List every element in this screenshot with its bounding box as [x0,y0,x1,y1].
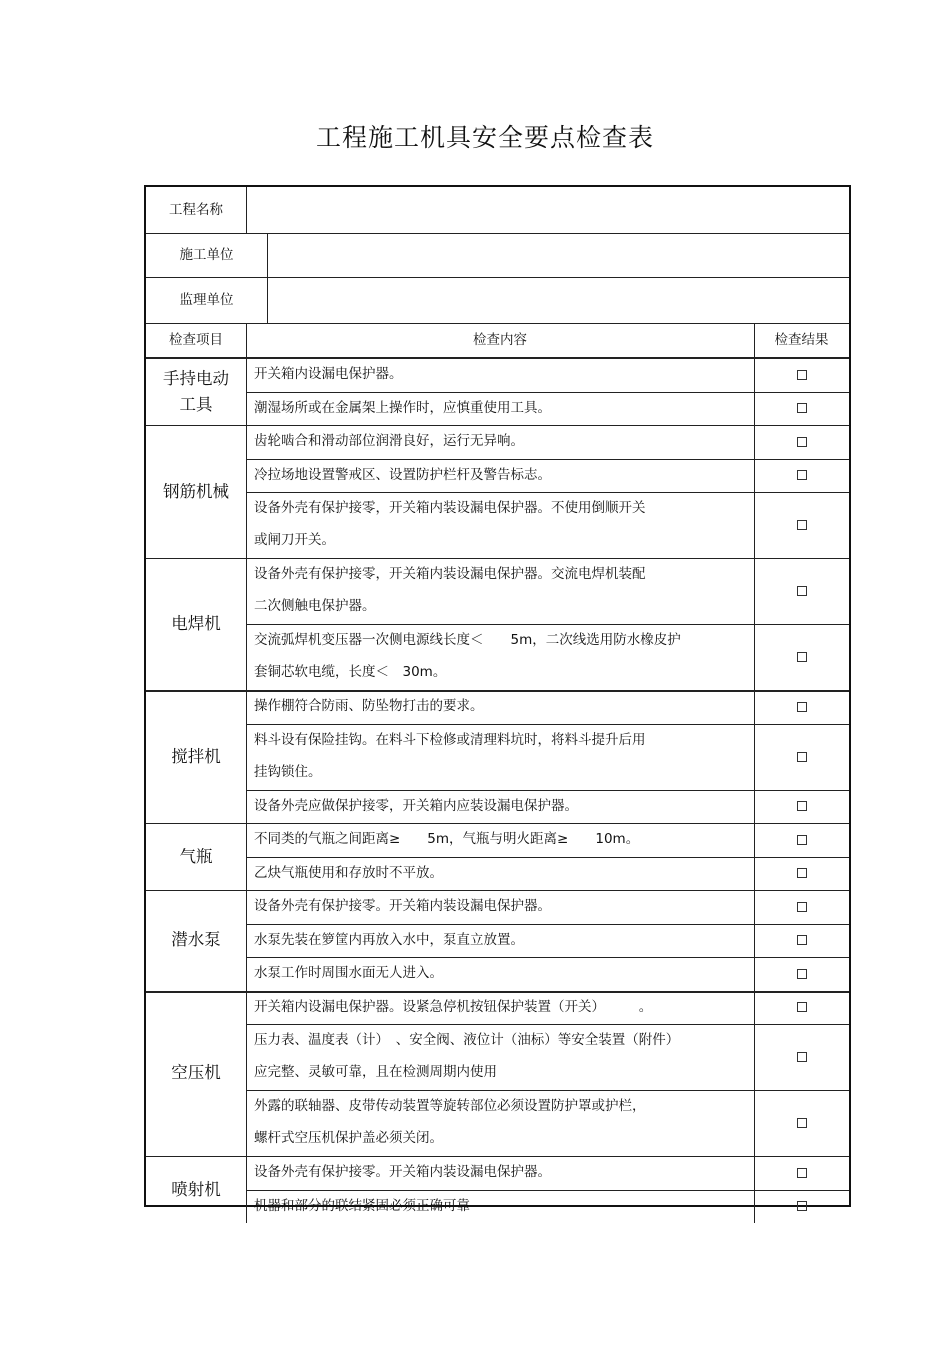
check-result-checkbox[interactable] [754,358,849,392]
column-divider [246,823,247,890]
check-result-checkbox[interactable] [754,991,849,1025]
check-item-line: 设备外壳有保护接零。开关箱内装设漏电保护器。 [254,898,551,914]
check-item-text [246,790,754,824]
check-item-line: 外露的联轴器、皮带传动装置等旋转部位必须设置防护罩或护栏， [254,1098,646,1114]
check-item-text [246,459,754,493]
contractor-label: 施工单位 [179,247,234,263]
project-name-label: 工程名称 [169,202,223,218]
column-divider [267,277,268,323]
check-item-text [246,1190,754,1224]
checkbox-icon[interactable] [797,403,807,413]
check-item-text [246,492,754,558]
supervisor-field[interactable] [267,277,849,323]
check-item-text [246,1156,754,1190]
supervisor-label: 监理单位 [179,292,234,308]
column-divider [754,890,755,991]
check-result-checkbox[interactable] [754,690,849,724]
contractor-field[interactable] [267,233,849,277]
check-result-checkbox[interactable] [754,857,849,891]
check-result-checkbox[interactable] [754,790,849,824]
checkbox-icon[interactable] [797,935,807,945]
column-divider [754,991,755,1157]
check-result-checkbox[interactable] [754,459,849,493]
check-item-line: 螺杆式空压机保护盖必须关闭。 [254,1130,443,1146]
page-title: 工程施工机具安全要点检查表 [315,123,654,152]
category-label: 喷射机 [171,1179,221,1199]
check-result-checkbox[interactable] [754,392,849,426]
check-item-line: 压力表、温度表（计） 、安全阀、液位计（油标）等安全装置（附件） [254,1032,680,1048]
check-item-line: 开关箱内设漏电保护器。设紧急停机按钮保护装置（开关） 。 [254,998,653,1015]
check-item-text [246,957,754,991]
category-label: 钢筋机械 [163,481,229,501]
column-divider [267,233,268,277]
inspection-table [144,185,851,1214]
check-result-checkbox[interactable] [754,425,849,459]
check-item-text [246,724,754,790]
check-item-line: 套铜芯软电缆，长度＜ 30m。 [254,664,447,680]
checkbox-icon[interactable] [797,969,807,979]
check-item-line: 设备外壳应做保护接零，开关箱内应装设漏电保护器。 [254,797,578,814]
project-name-field[interactable] [246,187,849,233]
column-divider [246,991,247,1157]
check-item-line: 二次侧触电保护器。 [254,598,376,614]
category-label: 手持电动工具 [163,368,229,414]
column-divider [246,558,247,690]
checkbox-icon[interactable] [797,868,807,878]
check-result-checkbox[interactable] [754,1190,849,1224]
check-result-checkbox[interactable] [754,823,849,857]
check-item-line: 应完整、灵敏可靠，且在检测周期内使用 [254,1064,497,1080]
check-result-checkbox[interactable] [754,1090,849,1156]
column-divider [246,323,247,357]
check-result-checkbox[interactable] [754,1156,849,1190]
check-item-line: 机器和部分的联结紧固必须正确可靠 [254,1197,470,1214]
check-item-line: 交流弧焊机变压器一次侧电源线长度＜ 5m，二次线选用防水橡皮护 [254,632,681,648]
checkbox-icon[interactable] [797,1118,807,1128]
check-item-text [246,924,754,958]
check-item-text [246,558,754,624]
checkbox-icon[interactable] [797,652,807,662]
check-item-line: 挂钩锁住。 [254,763,322,780]
checkbox-icon[interactable] [797,1052,807,1062]
column-header-item: 检查项目 [169,332,223,348]
check-item-line: 水泵工作时周围水面无人进入。 [254,965,443,981]
check-item-line: 乙炔气瓶使用和存放时不平放。 [254,864,443,881]
column-header-content: 检查内容 [473,332,527,348]
check-item-text [246,358,754,392]
check-item-line: 设备外壳有保护接零。开关箱内装设漏电保护器。 [254,1164,551,1180]
check-item-text [246,823,754,857]
column-divider [246,425,247,558]
checkbox-icon[interactable] [797,801,807,811]
check-item-text [246,1024,754,1090]
checkbox-icon[interactable] [797,370,807,380]
check-item-text [246,392,754,426]
check-item-text [246,857,754,891]
category-label: 空压机 [171,1063,221,1083]
checkbox-icon[interactable] [797,586,807,596]
column-divider [754,425,755,558]
check-item-text [246,425,754,459]
check-item-text [246,1090,754,1156]
check-item-text [246,690,754,724]
check-item-text [246,890,754,924]
check-item-line: 不同类的气瓶之间距离≥ 5m，气瓶与明火距离≥ 10m。 [254,831,640,847]
check-item-line: 潮湿场所或在金属架上操作时，应慎重使用工具。 [254,399,551,416]
checkbox-icon[interactable] [797,835,807,845]
category-label: 潜水泵 [171,930,221,950]
check-result-checkbox[interactable] [754,492,849,558]
checkbox-icon[interactable] [797,1168,807,1178]
category-label: 气瓶 [179,846,213,866]
check-item-text [246,991,754,1025]
check-result-checkbox[interactable] [754,1024,849,1090]
check-result-checkbox[interactable] [754,957,849,991]
check-item-line: 齿轮啮合和滑动部位润滑良好，运行无异响。 [254,433,524,449]
column-divider [754,558,755,690]
column-divider [754,358,755,425]
column-divider [246,1156,247,1223]
column-divider [246,890,247,991]
column-divider [246,187,247,233]
checkbox-icon[interactable] [797,470,807,480]
checkbox-icon[interactable] [797,902,807,912]
column-divider [754,690,755,823]
check-item-line: 冷拉场地设置警戒区、设置防护栏杆及警告标志。 [254,466,551,483]
checkbox-icon[interactable] [797,1002,807,1012]
check-item-line: 开关箱内设漏电保护器。 [254,366,403,382]
column-divider [246,690,247,823]
checkbox-icon[interactable] [797,520,807,530]
check-item-line: 操作棚符合防雨、防坠物打击的要求。 [254,698,484,714]
column-divider [754,1156,755,1223]
category-label: 电焊机 [171,614,221,633]
check-result-checkbox[interactable] [754,924,849,958]
column-divider [246,358,247,425]
column-header-result: 检查结果 [774,332,829,348]
check-item-line: 水泵先装在箩筐内再放入水中，泵直立放置。 [254,931,524,948]
checkbox-icon[interactable] [797,437,807,447]
category-label: 搅拌机 [171,746,221,766]
check-item-line: 设备外壳有保护接零，开关箱内装设漏电保护器。不使用倒顺开关 [254,500,646,516]
check-result-checkbox[interactable] [754,890,849,924]
check-item-line: 或闸刀开关。 [254,532,335,548]
checkbox-icon[interactable] [797,702,807,712]
check-result-checkbox[interactable] [754,558,849,624]
check-result-checkbox[interactable] [754,624,849,690]
checkbox-icon[interactable] [797,1201,807,1211]
column-divider [754,323,755,357]
check-item-line: 料斗设有保险挂钩。在料斗下检修或清理料坑时，将料斗提升后用 [254,731,646,748]
column-divider [754,823,755,890]
checkbox-icon[interactable] [797,752,807,762]
check-result-checkbox[interactable] [754,724,849,790]
check-item-line: 设备外壳有保护接零，开关箱内装设漏电保护器。交流电焊机装配 [254,566,646,582]
check-item-text [246,624,754,690]
